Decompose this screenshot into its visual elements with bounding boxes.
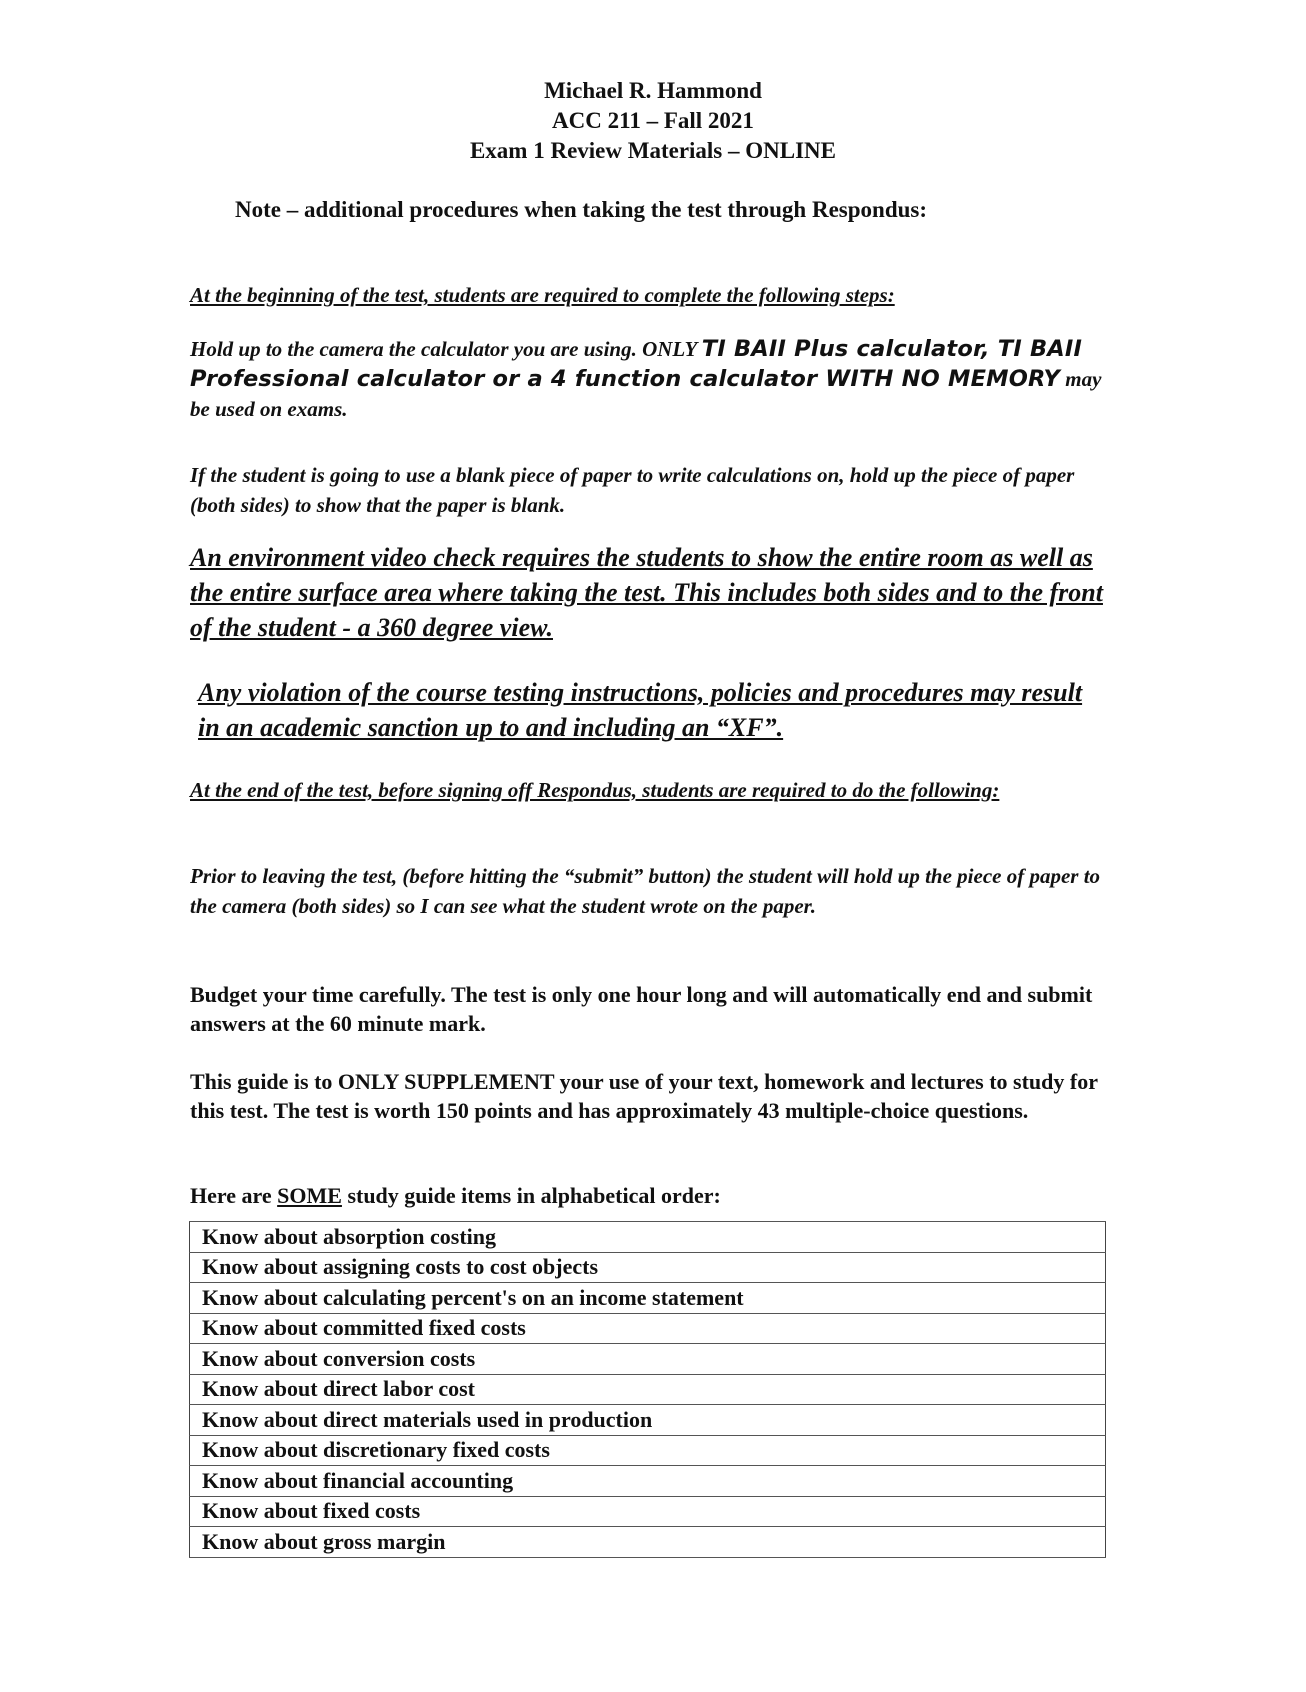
table-row xyxy=(190,1405,1106,1436)
blank-paper-instruction: If the student is going to use a blank piece of paper to write calculations on, hold up the piece of paper (both sides) to show that the paper is blank. xyxy=(190,463,1075,517)
study-item: Know about assigning costs to cost objects xyxy=(190,1252,1106,1283)
calculator-instructions xyxy=(190,334,1120,424)
study-item: Know about discretionary fixed costs xyxy=(190,1435,1106,1466)
table-row xyxy=(190,1252,1106,1283)
table-row xyxy=(190,1344,1106,1375)
study-item: Know about direct materials used in production xyxy=(190,1405,1106,1436)
study-item: Know about absorption costing xyxy=(190,1222,1106,1253)
study-guide-intro xyxy=(190,1181,1120,1210)
budget-time-note: Budget your time carefully. The test is only one hour long and will automatically end and submit answers at the 60 minute mark. xyxy=(190,982,1093,1036)
table-row xyxy=(190,1313,1106,1344)
table-row xyxy=(190,1496,1106,1527)
table-row xyxy=(190,1222,1106,1253)
table-row xyxy=(190,1435,1106,1466)
document-header xyxy=(0,76,1306,166)
study-item: Know about committed fixed costs xyxy=(190,1313,1106,1344)
violation-warning: Any violation of the course testing instructions, policies and procedures may result in an academic sanction up to and including an “XF”. xyxy=(198,678,1083,742)
study-item: Know about gross margin xyxy=(190,1527,1106,1558)
end-heading: At the end of the test, before signing off Respondus, students are required to do the following: xyxy=(190,778,1000,802)
table-row xyxy=(190,1283,1106,1314)
calculator-allowed-models: TI BAII Plus calculator, TI BAII Professional calculator or a 4 function calculator WITH NO MEMORY xyxy=(190,336,1083,392)
author-name: Michael R. Hammond xyxy=(544,78,762,103)
table-row xyxy=(190,1527,1106,1558)
study-intro-after: study guide items in alphabetical order: xyxy=(341,1183,721,1208)
environment-check-instruction: An environment video check requires the students to show the entire room as well as the entire surface area where taking the test. This includes both sides and to the front of the student - a 360 degree view. xyxy=(190,543,1103,642)
calculator-text-1: Hold up to the camera the calculator you are using. ONLY xyxy=(190,337,702,361)
document-title: Exam 1 Review Materials – ONLINE xyxy=(469,138,837,163)
beginning-heading: At the beginning of the test, students are required to complete the following steps: xyxy=(190,283,895,307)
study-guide-table xyxy=(189,1221,1106,1558)
study-item: Know about calculating percent's on an income statement xyxy=(190,1283,1106,1314)
table-row xyxy=(190,1466,1106,1497)
calculator-text-2: may be used on exams. xyxy=(190,367,1102,421)
prior-leaving-instruction: Prior to leaving the test, (before hitting the “submit” button) the student will hold up the piece of paper to the camera (both sides) so I can see what the student wrote on the paper. xyxy=(190,864,1101,918)
guide-note: This guide is to ONLY SUPPLEMENT your use of your text, homework and lectures to study for this test. The test is worth 150 points and has approximately 43 multiple-choice questions. xyxy=(190,1069,1098,1123)
study-item: Know about fixed costs xyxy=(190,1496,1106,1527)
study-item: Know about conversion costs xyxy=(190,1344,1106,1375)
respondus-note: Note – additional procedures when taking the test through Respondus: xyxy=(235,197,928,222)
course-title: ACC 211 – Fall 2021 xyxy=(552,108,754,133)
study-item: Know about financial accounting xyxy=(190,1466,1106,1497)
study-intro-some: SOME xyxy=(277,1183,342,1208)
table-row xyxy=(190,1374,1106,1405)
study-item: Know about direct labor cost xyxy=(190,1374,1106,1405)
study-intro-before: Here are xyxy=(190,1183,278,1208)
